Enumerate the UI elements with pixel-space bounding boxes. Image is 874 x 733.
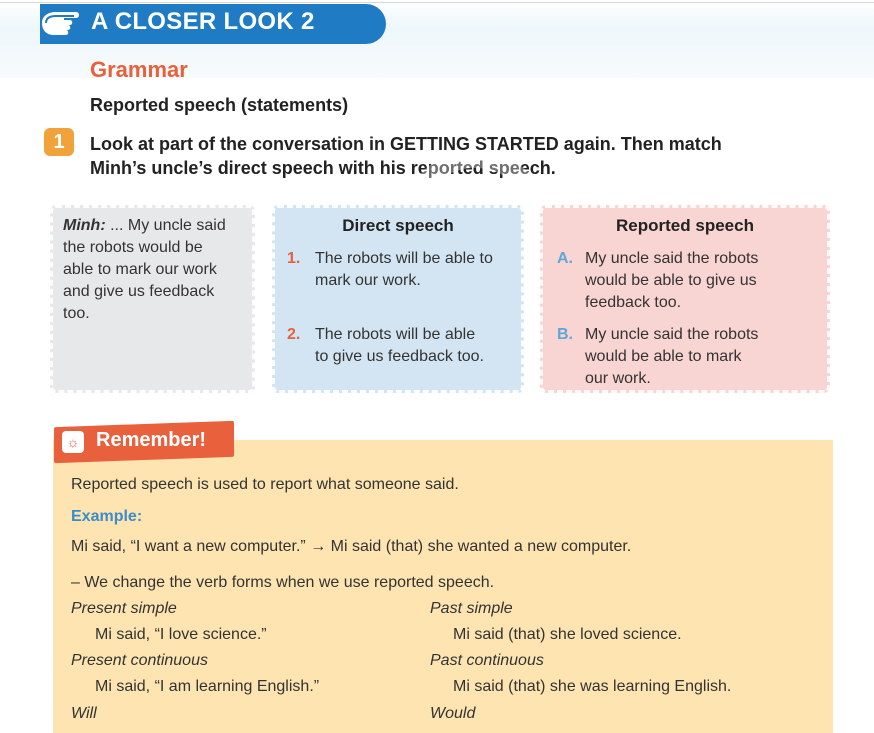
item-line: would be able to give us bbox=[585, 272, 757, 289]
item-line: My uncle said the robots bbox=[585, 250, 759, 267]
example-sentence: Mi said, “I want a new computer.” → Mi said (that) she wanted a new computer. bbox=[71, 538, 632, 555]
quote-line: ... My uncle said bbox=[110, 217, 226, 234]
top-divider bbox=[0, 2, 874, 3]
minh-quote-card bbox=[50, 205, 255, 393]
item-text bbox=[585, 324, 758, 390]
item-line: The robots will be able to bbox=[315, 250, 493, 267]
item-line: our work. bbox=[585, 370, 651, 387]
item-text bbox=[315, 248, 493, 292]
tense-label: Past simple bbox=[430, 600, 513, 617]
item-line: My uncle said the robots bbox=[585, 326, 759, 343]
speaker-name: Minh: bbox=[63, 217, 106, 234]
rule-text: – We change the verb forms when we use reported speech. bbox=[71, 574, 495, 591]
tense-label: Will bbox=[71, 705, 97, 722]
item-label: A. bbox=[557, 250, 573, 267]
quote-line: and give us feedback bbox=[63, 283, 215, 300]
remember-title: Remember! bbox=[96, 429, 207, 451]
reported-item-a[interactable] bbox=[557, 248, 827, 314]
tense-example: Mi said (that) she loved science. bbox=[453, 626, 682, 643]
direct-item-2[interactable] bbox=[287, 324, 522, 368]
item-text bbox=[585, 248, 758, 314]
quote-line: too. bbox=[63, 305, 90, 322]
tense-label: Present simple bbox=[71, 600, 177, 617]
instruction-line: Look at part of the conversation in GETTING STARTED again. Then match bbox=[90, 134, 722, 154]
item-label: 1. bbox=[287, 250, 301, 267]
reported-speech-card bbox=[540, 205, 830, 393]
quote-line: the robots would be bbox=[63, 239, 203, 256]
remember-intro: Reported speech is used to report what someone said. bbox=[71, 476, 459, 493]
direct-speech-card bbox=[272, 205, 524, 393]
item-label: 2. bbox=[287, 326, 301, 343]
item-line: mark our work. bbox=[315, 272, 421, 289]
minh-quote bbox=[63, 215, 248, 325]
direct-speech-title: Direct speech bbox=[342, 216, 454, 235]
grammar-subheading: Reported speech (statements) bbox=[90, 95, 349, 115]
grammar-heading: Grammar bbox=[90, 57, 188, 82]
tense-label: Present continuous bbox=[71, 652, 208, 669]
item-line: The robots will be able bbox=[315, 326, 476, 343]
tense-example: Mi said, “I am learning English.” bbox=[95, 678, 320, 695]
instruction-line: Minh’s uncle’s direct speech with his reported speech. bbox=[90, 158, 556, 178]
page-title: A CLOSER LOOK 2 bbox=[91, 8, 315, 35]
lightbulb-icon: ☼ bbox=[62, 431, 84, 453]
direct-item-1[interactable] bbox=[287, 248, 522, 292]
tense-label: Would bbox=[430, 705, 476, 722]
exercise-number-badge: 1 bbox=[44, 128, 74, 156]
item-label: B. bbox=[557, 326, 573, 343]
item-text bbox=[315, 324, 484, 368]
pointing-hand-icon bbox=[40, 8, 82, 38]
tense-example: Mi said (that) she was learning English. bbox=[453, 678, 732, 695]
example-label: Example: bbox=[71, 508, 143, 525]
tense-label: Past continuous bbox=[430, 652, 544, 669]
tense-example: Mi said, “I love science.” bbox=[95, 626, 267, 643]
item-line: feedback too. bbox=[585, 294, 682, 311]
quote-line: able to mark our work bbox=[63, 261, 217, 278]
reported-item-b[interactable] bbox=[557, 324, 827, 390]
reported-speech-title: Reported speech bbox=[616, 216, 754, 235]
item-line: would be able to mark bbox=[585, 348, 742, 365]
item-line: to give us feedback too. bbox=[315, 348, 484, 365]
